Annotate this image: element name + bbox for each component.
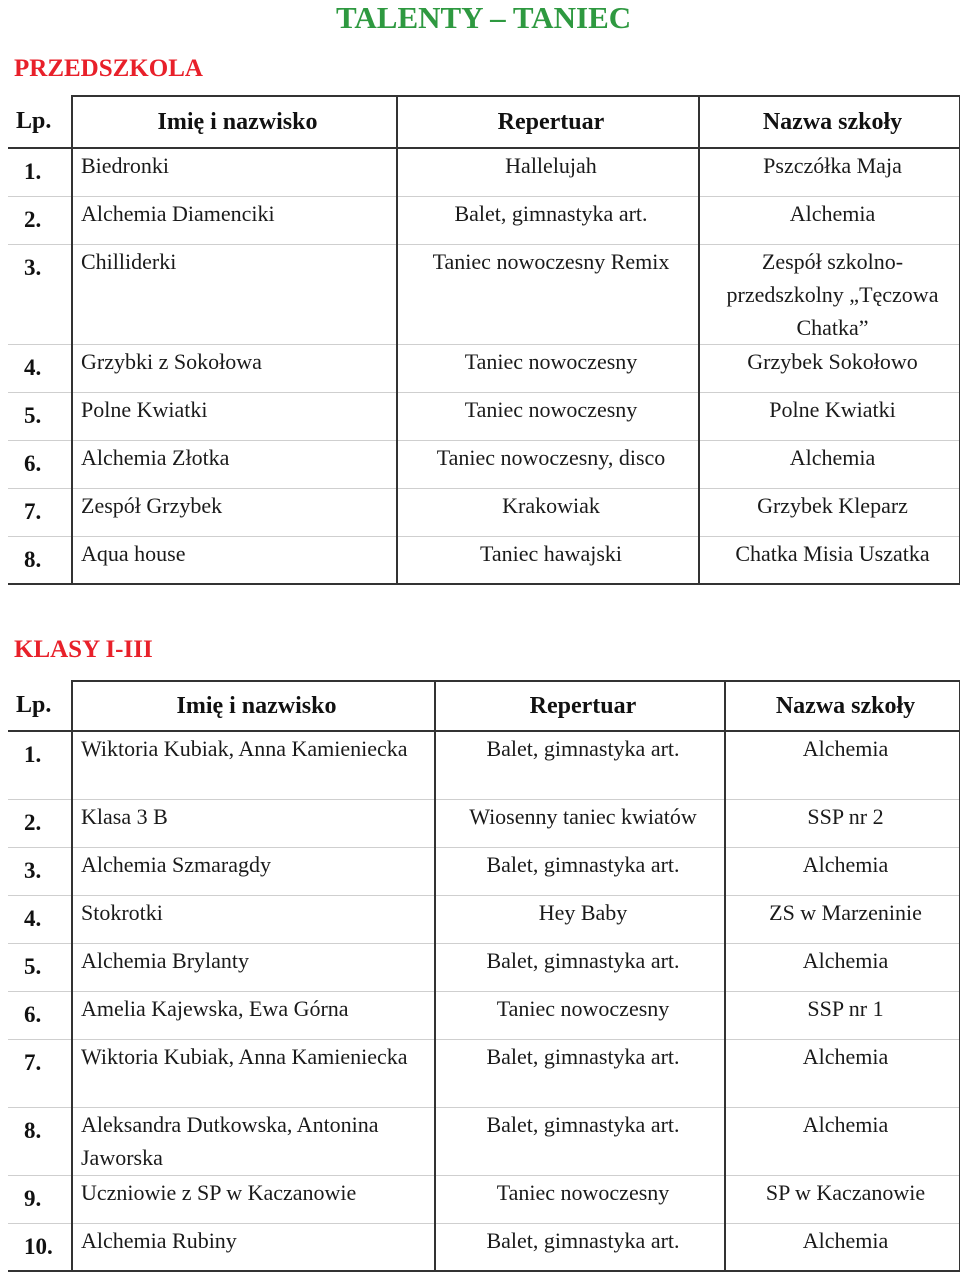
row-repertoire: Balet, gimnastyka art. <box>435 731 725 799</box>
row-school: Polne Kwiatki <box>699 392 960 440</box>
table-header-row <box>8 96 960 148</box>
row-name: Wiktoria Kubiak, Anna Kamieniecka <box>72 1039 435 1107</box>
row-school: Alchemia <box>725 1107 960 1175</box>
row-repertoire: Taniec nowoczesny, disco <box>397 440 699 488</box>
row-number: 3. <box>8 847 72 895</box>
table-row <box>8 895 960 943</box>
row-number: 8. <box>8 1107 72 1175</box>
row-number: 10. <box>8 1223 72 1271</box>
row-number: 9. <box>8 1175 72 1223</box>
row-repertoire: Wiosenny taniec kwiatów <box>435 799 725 847</box>
row-school: SSP nr 1 <box>725 991 960 1039</box>
row-number: 2. <box>8 196 72 244</box>
row-name: Polne Kwiatki <box>72 392 397 440</box>
row-name: Grzybki z Sokołowa <box>72 344 397 392</box>
row-number: 6. <box>8 440 72 488</box>
row-repertoire: Balet, gimnastyka art. <box>435 1223 725 1271</box>
table-row <box>8 536 960 584</box>
row-school: Alchemia <box>725 1223 960 1271</box>
header-lp: Lp. <box>8 681 72 731</box>
table-row <box>8 731 960 799</box>
row-repertoire: Taniec hawajski <box>397 536 699 584</box>
row-school: Alchemia <box>699 440 960 488</box>
row-number: 5. <box>8 943 72 991</box>
row-name: Alchemia Brylanty <box>72 943 435 991</box>
section-title-klasy: KLASY I-III <box>14 636 153 663</box>
row-repertoire: Taniec nowoczesny <box>397 344 699 392</box>
row-repertoire: Balet, gimnastyka art. <box>435 847 725 895</box>
row-repertoire: Krakowiak <box>397 488 699 536</box>
row-school: SP w Kaczanowie <box>725 1175 960 1223</box>
row-school: SSP nr 2 <box>725 799 960 847</box>
row-name: Alchemia Diamenciki <box>72 196 397 244</box>
row-school: Alchemia <box>725 1039 960 1107</box>
header-school: Nazwa szkoły <box>725 681 960 731</box>
row-repertoire: Balet, gimnastyka art. <box>435 1039 725 1107</box>
header-school: Nazwa szkoły <box>699 96 960 148</box>
row-school: Grzybek Kleparz <box>699 488 960 536</box>
row-repertoire: Taniec nowoczesny <box>397 392 699 440</box>
table-row <box>8 440 960 488</box>
row-school: Zespół szkolno-przedszkolny „Tęczowa Chatka” <box>699 244 960 344</box>
table-row <box>8 244 960 344</box>
row-school: Chatka Misia Uszatka <box>699 536 960 584</box>
row-repertoire: Hallelujah <box>397 148 699 196</box>
table-row <box>8 991 960 1039</box>
table-row <box>8 196 960 244</box>
header-repertoire: Repertuar <box>435 681 725 731</box>
table-row <box>8 847 960 895</box>
table-row <box>8 392 960 440</box>
row-name: Zespół Grzybek <box>72 488 397 536</box>
row-name: Amelia Kajewska, Ewa Górna <box>72 991 435 1039</box>
row-repertoire: Taniec nowoczesny <box>435 1175 725 1223</box>
row-number: 7. <box>8 1039 72 1107</box>
row-repertoire: Taniec nowoczesny <box>435 991 725 1039</box>
row-name: Alchemia Złotka <box>72 440 397 488</box>
row-school: Alchemia <box>725 847 960 895</box>
row-school: Grzybek Sokołowo <box>699 344 960 392</box>
table-row <box>8 488 960 536</box>
row-name: Aqua house <box>72 536 397 584</box>
row-school: Pszczółka Maja <box>699 148 960 196</box>
document-title: TALENTY – TANIEC <box>336 0 632 35</box>
row-repertoire: Balet, gimnastyka art. <box>397 196 699 244</box>
table-header-row <box>8 681 960 731</box>
section-title-przedszkola: PRZEDSZKOLA <box>14 55 203 82</box>
header-repertoire: Repertuar <box>397 96 699 148</box>
row-name: Uczniowie z SP w Kaczanowie <box>72 1175 435 1223</box>
header-name: Imię i nazwisko <box>72 96 397 148</box>
row-school: Alchemia <box>725 731 960 799</box>
row-school: ZS w Marzeninie <box>725 895 960 943</box>
row-name: Alchemia Rubiny <box>72 1223 435 1271</box>
row-school: Alchemia <box>699 196 960 244</box>
row-name: Wiktoria Kubiak, Anna Kamieniecka <box>72 731 435 799</box>
row-number: 3. <box>8 244 72 344</box>
row-number: 4. <box>8 895 72 943</box>
header-name: Imię i nazwisko <box>72 681 435 731</box>
row-number: 8. <box>8 536 72 584</box>
table-przedszkola <box>8 95 960 585</box>
row-number: 5. <box>8 392 72 440</box>
table-row <box>8 1175 960 1223</box>
table-row <box>8 1107 960 1175</box>
table-row <box>8 344 960 392</box>
row-name: Klasa 3 B <box>72 799 435 847</box>
row-number: 1. <box>8 731 72 799</box>
row-repertoire: Hey Baby <box>435 895 725 943</box>
row-name: Aleksandra Dutkowska, Antonina Jaworska <box>72 1107 435 1175</box>
row-number: 2. <box>8 799 72 847</box>
header-lp: Lp. <box>8 96 72 148</box>
table-row <box>8 1223 960 1271</box>
row-repertoire: Taniec nowoczesny Remix <box>397 244 699 344</box>
table-row <box>8 943 960 991</box>
row-name: Stokrotki <box>72 895 435 943</box>
row-repertoire: Balet, gimnastyka art. <box>435 1107 725 1175</box>
row-name: Biedronki <box>72 148 397 196</box>
row-number: 4. <box>8 344 72 392</box>
row-number: 7. <box>8 488 72 536</box>
row-school: Alchemia <box>725 943 960 991</box>
table-row <box>8 1039 960 1107</box>
row-repertoire: Balet, gimnastyka art. <box>435 943 725 991</box>
row-name: Alchemia Szmaragdy <box>72 847 435 895</box>
table-klasy <box>8 680 960 1272</box>
table-row <box>8 799 960 847</box>
row-name: Chilliderki <box>72 244 397 344</box>
table-row <box>8 148 960 196</box>
row-number: 6. <box>8 991 72 1039</box>
row-number: 1. <box>8 148 72 196</box>
